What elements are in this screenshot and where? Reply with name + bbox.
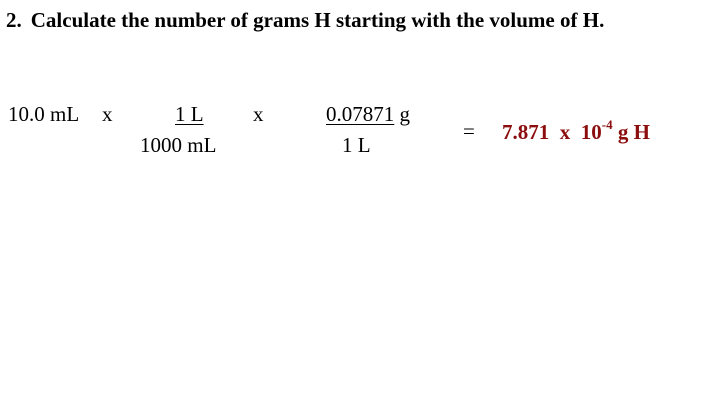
factor1-denominator: 1000 mL xyxy=(140,133,217,157)
problem-heading xyxy=(6,8,604,33)
problem-text: Calculate the number of grams H starting with the volume of H. xyxy=(30,8,605,32)
factor2-numerator-value: 0.07871 xyxy=(326,102,395,126)
factor2-denominator: 1 L xyxy=(342,133,371,157)
start-value: 10.0 mL xyxy=(8,102,80,126)
factor2-numerator-unit: g xyxy=(399,102,410,126)
factor2-numerator xyxy=(326,102,410,127)
problem-number: 2. xyxy=(6,8,22,32)
answer-exponent: -4 xyxy=(601,117,613,132)
answer-mantissa: 7.871 x 10 xyxy=(502,120,602,144)
multiply-sign-1: x xyxy=(102,102,113,126)
multiply-sign-2: x xyxy=(253,102,264,126)
equals-sign: = xyxy=(463,119,475,143)
factor1-numerator: 1 L xyxy=(175,102,204,126)
answer xyxy=(502,117,650,145)
answer-unit: g H xyxy=(612,120,650,144)
